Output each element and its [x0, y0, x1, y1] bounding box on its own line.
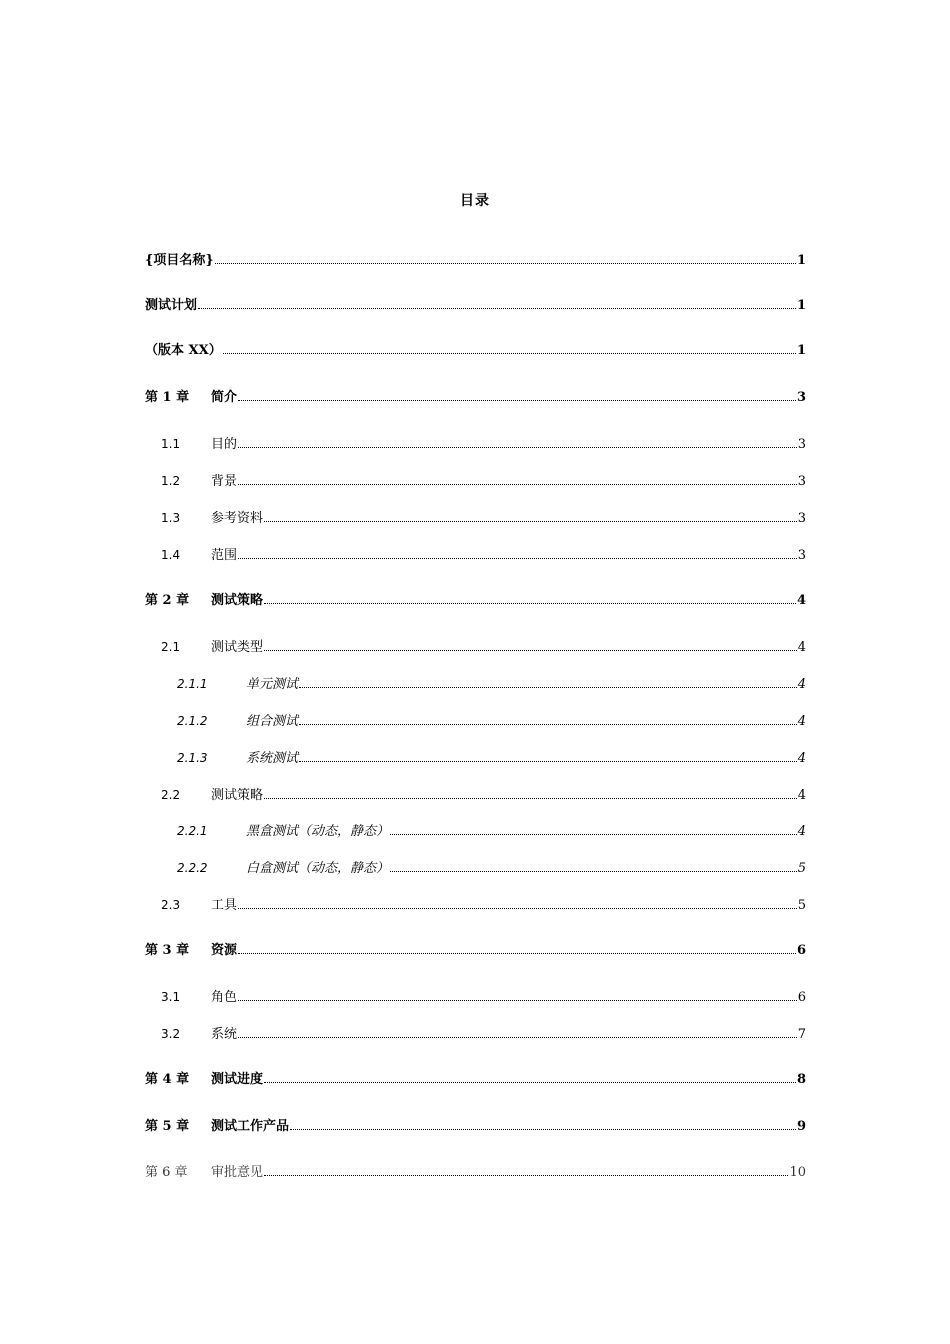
toc-entry-2-1-1[interactable]	[145, 675, 806, 694]
toc-entry-page: 1	[796, 298, 806, 313]
toc-entry-number: 第 4 章	[145, 1072, 190, 1087]
toc-entry-1-3[interactable]	[145, 509, 806, 528]
toc-entry-2-2-2[interactable]	[145, 859, 806, 878]
toc-entry-number: 第 5 章	[145, 1119, 190, 1134]
toc-entry-number: 第 6 章	[145, 1165, 188, 1180]
toc-entry-number: 2.1.2	[177, 714, 208, 728]
toc-entry-number: 第 1 章	[145, 390, 190, 405]
toc-entry-number: 1.3	[161, 511, 181, 525]
toc-entry-number: 第 2 章	[145, 593, 190, 608]
toc-entry-number: 2.1	[161, 640, 181, 654]
toc-entry-page: 1	[796, 253, 806, 268]
toc-entry-1-2[interactable]	[145, 472, 806, 491]
toc-entry-label: 测试工作产品	[211, 1119, 290, 1134]
toc-entry-label: 测试策略	[211, 593, 264, 608]
toc-entry-3-2[interactable]	[145, 1025, 806, 1044]
toc-leader-dots	[264, 649, 797, 651]
toc-leader-dots	[238, 1036, 797, 1038]
toc-entry-label: 白盒测试（动态，静态）	[246, 861, 390, 876]
toc-entry-page: 4	[797, 677, 806, 692]
toc-entry-1-4[interactable]	[145, 546, 806, 565]
toc-entry-label: 黑盒测试（动态，静态）	[246, 824, 390, 839]
toc-entry-label: 测试策略	[211, 788, 264, 803]
toc-leader-dots	[238, 907, 797, 909]
toc-leader-dots	[264, 520, 797, 522]
toc-entry-2-2-1[interactable]	[145, 822, 806, 841]
toc-entry-2-2[interactable]	[145, 786, 806, 805]
toc-entry-page: 4	[796, 593, 806, 608]
toc-entry-2-1-2[interactable]	[145, 712, 806, 731]
toc-leader-dots	[238, 557, 797, 559]
toc-entry-project-name[interactable]	[145, 252, 806, 270]
toc-entry-3-1[interactable]	[145, 988, 806, 1007]
toc-entry-page: 5	[797, 861, 806, 876]
toc-entry-label: 系统	[211, 1027, 238, 1042]
toc-entry-label: 参考资料	[211, 511, 264, 526]
toc-entry-label: 范围	[211, 548, 238, 563]
toc-leader-dots	[215, 262, 796, 264]
toc-entry-label: 系统测试	[246, 751, 299, 766]
toc-entry-label: 测试类型	[211, 640, 264, 655]
toc-entry-number: 1.4	[161, 548, 181, 562]
toc-entry-1-1[interactable]	[145, 435, 806, 454]
toc-leader-dots	[299, 686, 797, 688]
toc-entry-label: 角色	[211, 990, 238, 1005]
toc-entry-version[interactable]	[145, 342, 806, 360]
toc-entry-chapter-2[interactable]	[145, 592, 806, 610]
toc-entry-chapter-1[interactable]	[145, 389, 806, 407]
toc-leader-dots	[238, 399, 796, 401]
toc-entry-page: 4	[797, 751, 806, 766]
toc-entry-number: 1.1	[161, 437, 181, 451]
toc-entry-chapter-5[interactable]	[145, 1118, 806, 1136]
toc-leader-dots	[238, 952, 796, 954]
toc-entry-page: 3	[797, 511, 806, 526]
toc-entry-number: 3.1	[161, 990, 181, 1004]
toc-entry-label: 目的	[211, 437, 238, 452]
toc-entry-page: 3	[797, 548, 806, 563]
toc-entry-number: 1.2	[161, 474, 181, 488]
toc-entry-label: 测试进度	[211, 1072, 264, 1087]
toc-leader-dots	[390, 870, 797, 872]
toc-leader-dots	[299, 723, 797, 725]
toc-entry-page: 1	[796, 343, 806, 358]
toc-leader-dots	[299, 760, 797, 762]
toc-leader-dots	[390, 833, 797, 835]
toc-entry-label: 背景	[211, 474, 238, 489]
toc-entry-number: 2.1.1	[177, 677, 208, 691]
toc-entry-number: 2.2.1	[177, 824, 208, 838]
toc-entry-page: 4	[797, 824, 806, 839]
toc-leader-dots	[290, 1128, 796, 1130]
toc-entry-number: 第 3 章	[145, 943, 190, 958]
toc-leader-dots	[264, 797, 797, 799]
toc-entry-chapter-6[interactable]	[145, 1164, 806, 1182]
toc-entry-chapter-3[interactable]	[145, 942, 806, 960]
toc-entry-label: 工具	[211, 898, 238, 913]
toc-entry-page: 3	[797, 437, 806, 452]
toc-leader-dots	[198, 307, 796, 309]
toc-entry-label: 组合测试	[246, 714, 299, 729]
toc-entry-number: 2.2.2	[177, 861, 208, 875]
toc-entry-number: 2.1.3	[177, 751, 208, 765]
toc-leader-dots	[264, 1081, 796, 1083]
toc-entry-label: 资源	[211, 943, 238, 958]
toc-entry-label: 测试计划	[145, 298, 198, 313]
toc-entry-page: 3	[796, 390, 806, 405]
toc-entry-2-3[interactable]	[145, 896, 806, 915]
toc-entry-page: 7	[797, 1027, 806, 1042]
toc-entry-number: 2.2	[161, 788, 181, 802]
toc-entry-page: 4	[797, 788, 806, 803]
toc-entry-label: 单元测试	[246, 677, 299, 692]
toc-entry-number: 3.2	[161, 1027, 181, 1041]
toc-entry-page: 10	[789, 1165, 806, 1180]
toc-entry-2-1[interactable]	[145, 638, 806, 657]
toc-entry-page: 4	[797, 640, 806, 655]
toc-entry-page: 8	[796, 1072, 806, 1087]
toc-entry-label: （版本 XX）	[145, 343, 222, 358]
toc-title: 目录	[460, 193, 490, 209]
toc-leader-dots	[223, 352, 796, 354]
toc-entry-number: 2.3	[161, 898, 181, 912]
toc-leader-dots	[264, 1174, 788, 1176]
toc-entry-label: 审批意见	[211, 1165, 264, 1180]
toc-entry-page: 6	[797, 990, 806, 1005]
toc-entry-page: 5	[797, 898, 806, 913]
toc-entry-page: 6	[796, 943, 806, 958]
toc-entry-chapter-4[interactable]	[145, 1071, 806, 1089]
toc-leader-dots	[238, 446, 797, 448]
toc-entry-2-1-3[interactable]	[145, 749, 806, 768]
toc-entry-test-plan[interactable]	[145, 297, 806, 315]
toc-entry-label: 简介	[211, 390, 238, 405]
toc-entry-label: {项目名称}	[145, 253, 214, 268]
toc-entry-page: 9	[796, 1119, 806, 1134]
toc-leader-dots	[238, 483, 797, 485]
toc-entry-page: 4	[797, 714, 806, 729]
toc-leader-dots	[238, 999, 797, 1001]
toc-leader-dots	[264, 602, 796, 604]
toc-entry-page: 3	[797, 474, 806, 489]
